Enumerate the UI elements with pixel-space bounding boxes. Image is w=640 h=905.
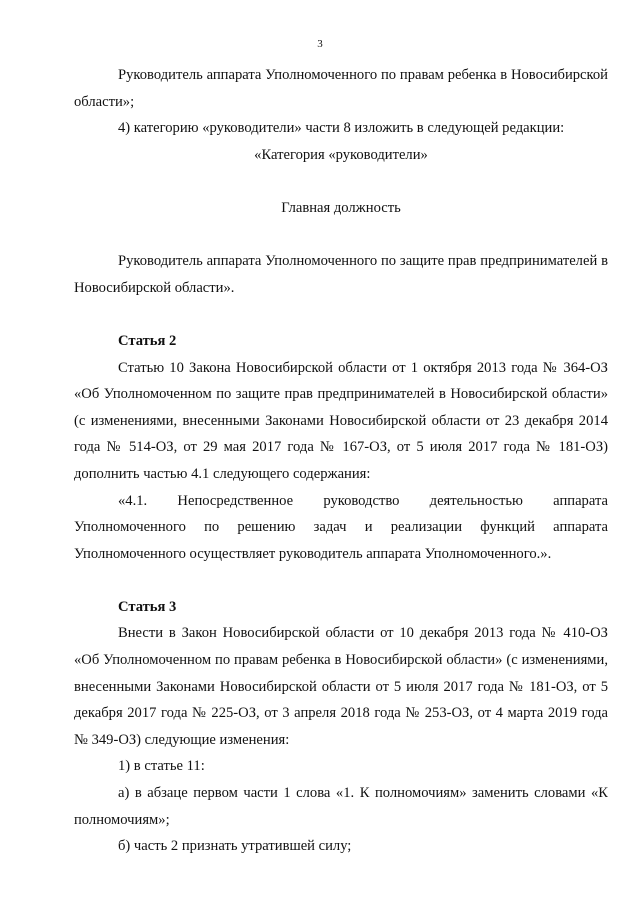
position-group-title: Главная должность [281,199,401,216]
spacer [74,168,608,195]
document-body [74,62,608,860]
paragraph-item-4: 4) категорию «руководители» части 8 изложить в следующей редакции: [118,120,565,137]
page-number: 3 [317,38,323,50]
spacer [74,301,608,328]
paragraph-head-of-staff-children: Руководитель аппарата Уполномоченного по правам ребенка в Новосибирской области»; [74,67,608,110]
article-2-heading: Статья 2 [118,332,177,349]
article-3-paragraph: Внести в Закон Новосибирской области от 10 декабря 2013 года № 410-ОЗ «Об Уполномоченном по правам ребенка в Новосибирской области» (с изменениями, внесенными Законами Новосибирской области от 5 июля 2017 года № 181-ОЗ, от 5 декабря 2017 года № 225-ОЗ, от 3 апреля 2018 года № 253-ОЗ, от 4 марта 2019 года № 349-ОЗ) следующие изменения: [74,625,608,748]
article-3-heading: Статья 3 [118,598,177,615]
spacer [74,222,608,249]
article-3-subitem-a: а) в абзаце первом части 1 слова «1. К полномочиям» заменить словами «К полномочиям»; [74,785,608,828]
article-3-item-1: 1) в статье 11: [118,758,205,775]
paragraph-head-of-staff-entrepreneurs: Руководитель аппарата Уполномоченного по защите прав предпринимателей в Новосибирской области». [74,253,608,296]
article-3-subitem-b: б) часть 2 признать утратившей силу; [118,838,352,855]
article-2-paragraph: Статью 10 Закона Новосибирской области от 1 октября 2013 года № 364-ОЗ «Об Уполномоченном по защите прав предпринимателей в Новосибирской области» (с изменениями, внесенными Законами Новосибирской области от 23 декабря 2014 года № 514-ОЗ, от 29 мая 2017 года № 167-ОЗ, от 5 июля 2017 года № 181-ОЗ) дополнить частью 4.1 следующего содержания: [74,359,608,482]
category-title: «Категория «руководители» [254,146,428,163]
article-2-quote-paragraph: «4.1. Непосредственное руководство деятельностью аппарата Уполномоченного по решению задач и реализации функций аппарата Уполномоченного осуществляет руководитель аппарата Уполномоченного.». [74,492,608,562]
spacer [74,567,608,594]
